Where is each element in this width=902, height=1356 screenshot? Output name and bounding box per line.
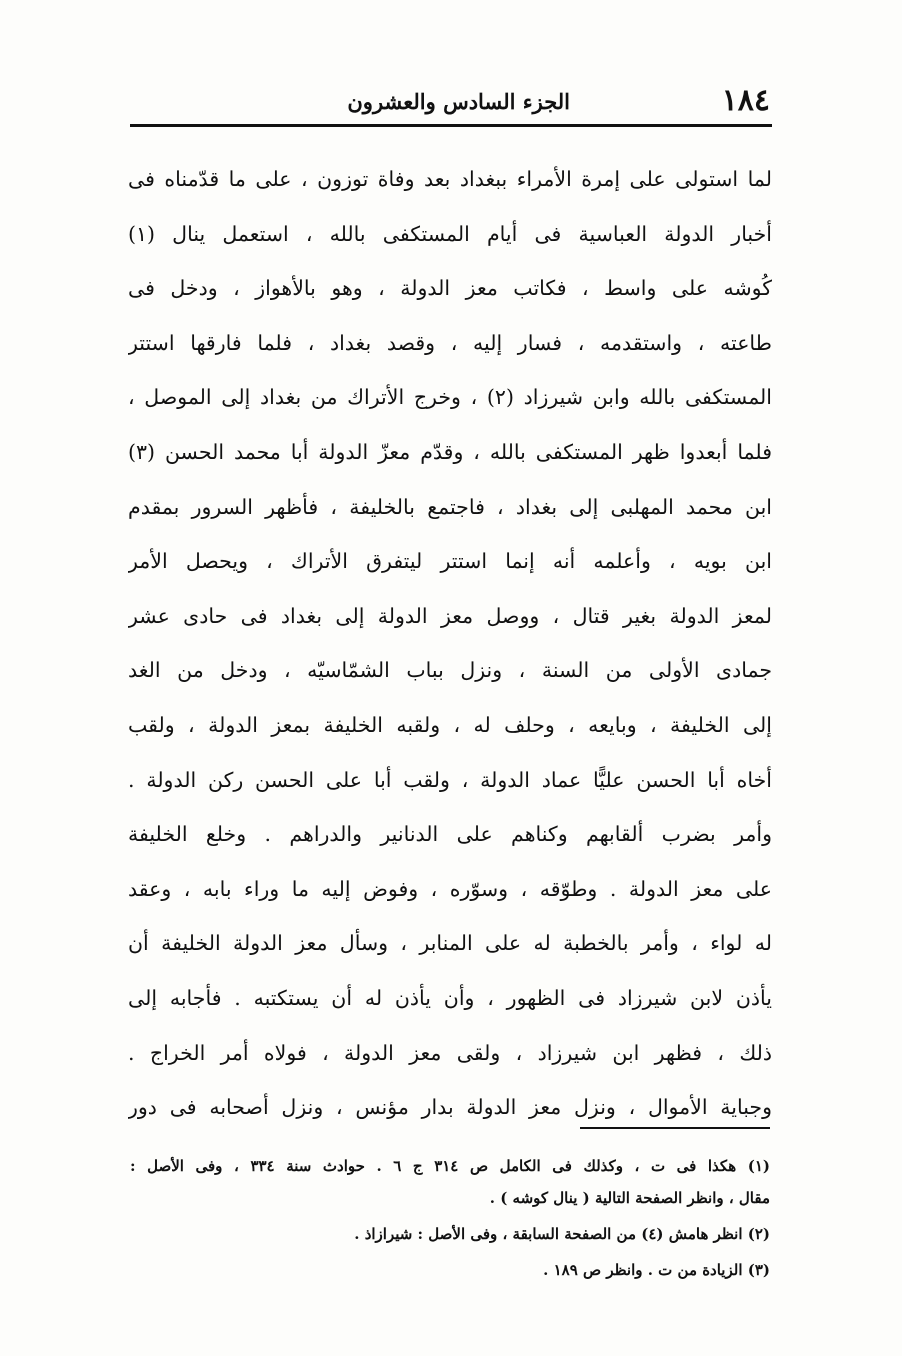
text-line: كُوشه على واسط ، فكاتب معز الدولة ، وهو بالأهواز ، ودخل فى (128, 276, 772, 301)
text-line: فلما أبعدوا ظهر المستكفى بالله ، وقدّم معزّ الدولة أبا محمد الحسن (٣) (128, 439, 772, 464)
text-line: ابن بويه ، وأعلمه أنه إنما استتر ليتفرق الأتراك ، ويحصل الأمر (128, 549, 772, 574)
text-line: لما استولى على إمرة الأمراء ببغداد بعد وفاة توزون ، على ما قدّمناه فى (128, 167, 772, 191)
running-head: الجزء السادس والعشرون (347, 89, 570, 114)
main-text (128, 152, 772, 1135)
page-number: ١٨٤ (721, 83, 770, 118)
text-line: وأمر بضرب ألقابهم وكناهم على الدنانير والدراهم . وخلع الخليفة (128, 822, 772, 847)
footnotes (130, 1150, 770, 1286)
footnote-rule (580, 1127, 770, 1129)
text-line: إلى الخليفة ، وبايعه ، وحلف له ، ولقبه الخليفة بمعز الدولة ، ولقب (128, 712, 772, 737)
header-rule (130, 124, 772, 127)
page-header (130, 78, 770, 124)
text-line: طاعته ، واستقدمه ، فسار إليه ، وقصد بغداد ، فلما فارقها استتر (128, 330, 772, 355)
text-line: لمعز الدولة بغير قتال ، ووصل معز الدولة إلى بغداد فى حادى عشر (128, 603, 772, 628)
text-line: أخبار الدولة العباسية فى أيام المستكفى بالله ، استعمل ينال (١) (128, 221, 772, 246)
footnote-1-line-2: مقال ، وانظر الصفحة التالية ( ينال كوشه ) . (489, 1189, 770, 1207)
text-line: ذلك ، فظهر ابن شيرزاد ، ولقى معز الدولة ، فولاه أمر الخراج . (128, 1040, 772, 1065)
text-line: أخاه أبا الحسن عليًّا عماد الدولة ، ولقب أبا على الحسن ركن الدولة . (128, 767, 772, 792)
text-line: جمادى الأولى من السنة ، ونزل بباب الشمّاسيّه ، ودخل من الغد (128, 658, 772, 683)
text-line: وجباية الأموال ، ونزل معز الدولة بدار مؤنس ، ونزل أصحابه فى دور (128, 1095, 772, 1120)
text-line: المستكفى بالله وابن شيرزاد (٢) ، وخرج الأتراك من بغداد إلى الموصل ، (128, 385, 772, 410)
text-line: يأذن لابن شيرزاد فى الظهور ، وأن يأذن له أن يستكتبه . فأجابه إلى (128, 985, 772, 1010)
footnote-3: (٣) الزيادة من ت . وانظر ص ١٨٩ . (543, 1261, 770, 1279)
text-line: له لواء ، وأمر بالخطبة له على المنابر ، وسأل معز الدولة الخليفة أن (128, 931, 772, 956)
text-line: على معز الدولة . وطوّقه ، وسوّره ، وفوض إليه ما وراء بابه ، وعقد (128, 876, 772, 901)
footnote-1-line-1: (١) هكذا فى ت ، وكذلك فى الكامل ص ٣١٤ ج ٦ . حوادث سنة ٣٣٤ ، وفى الأصل : (130, 1157, 770, 1175)
footnote-2: (٢) انظر هامش (٤) من الصفحة السابقة ، وفى الأصل : شيرازاذ . (354, 1225, 770, 1243)
text-line: ابن محمد المهلبى إلى بغداد ، فاجتمع بالخليفة ، فأظهر السرور بمقدم (128, 494, 772, 519)
